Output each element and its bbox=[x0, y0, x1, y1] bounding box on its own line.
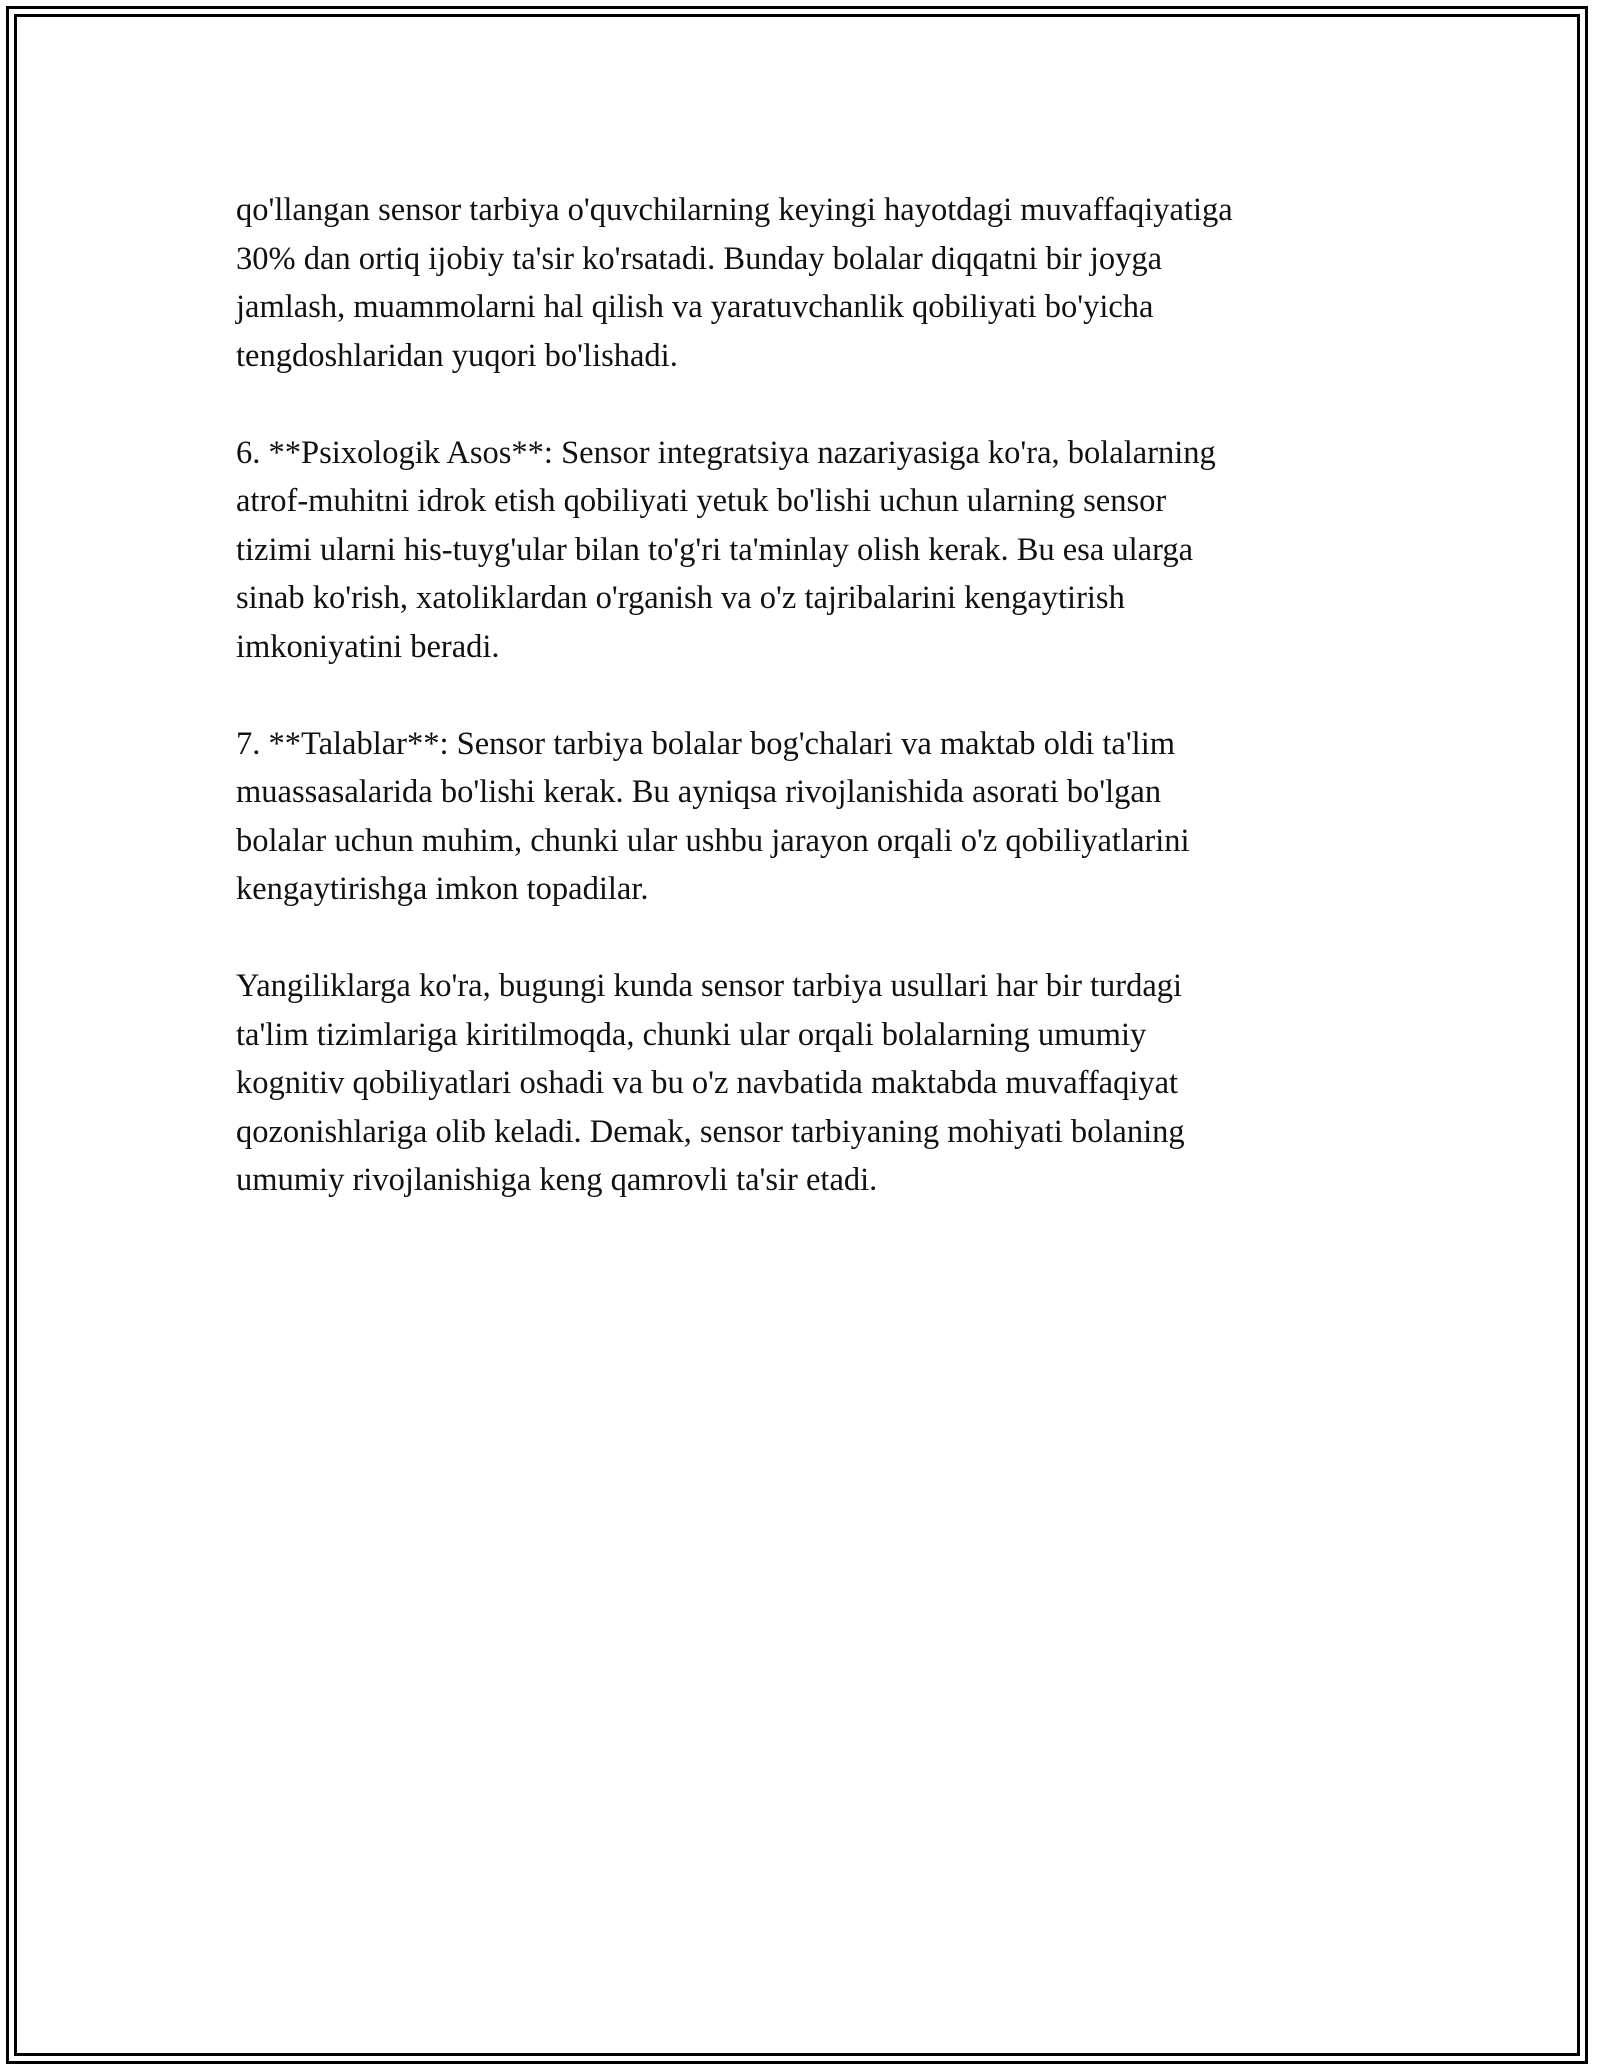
paragraph-conclusion: Yangiliklarga ko'ra, bugungi kunda sensor tarbiya usullari har bir turdagi ta'lim tizimlariga kiritilmoqda, chunki ular orqali bolalarning umumiy kognitiv qobiliyatlari oshadi va bu o'z navbatida maktabda muvaffaqiyat qozonishlariga olib keladi. Demak, sensor tarbiyaning mohiyati bolaning umumiy rivojlanishiga keng qamrovli ta'sir etadi. bbox=[236, 968, 1185, 1198]
paragraph-requirements: 7. **Talablar**: Sensor tarbiya bolalar bog'chalari va maktab oldi ta'lim muassasalarida bo'lishi kerak. Bu ayniqsa rivojlanishida asorati bo'lgan bolalar uchun muhim, chunki ular ushbu jarayon orqali o'z qobiliyatlarini kengaytirishga imkon topadilar. bbox=[236, 725, 1190, 907]
document-body bbox=[236, 186, 1376, 1253]
paragraph-psychological-basis: 6. **Psixologik Asos**: Sensor integratsiya nazariyasiga ko'ra, bolalarning atrof-muhitni idrok etish qobiliyati yetuk bo'lishi uchun ularning sensor tizimi ularni his-tuyg'ular bilan to'g'ri ta'minlay olish kerak. Bu esa ularga sinab ko'rish, xatoliklardan o'rganish va o'z tajribalarini kengaytirish imkoniyatini beradi. bbox=[236, 434, 1216, 665]
paragraph-sensor-education-impact: qo'llangan sensor tarbiya o'quvchilarning keyingi hayotdagi muvaffaqiyatiga 30% dan ortiq ijobiy ta'sir ko'rsatadi. Bunday bolalar diqqatni bir joyga jamlash, muammolarni hal qilish va yaratuvchanlik qobiliyati bo'yicha tengdoshlaridan yuqori bo'lishadi. bbox=[236, 192, 1233, 374]
